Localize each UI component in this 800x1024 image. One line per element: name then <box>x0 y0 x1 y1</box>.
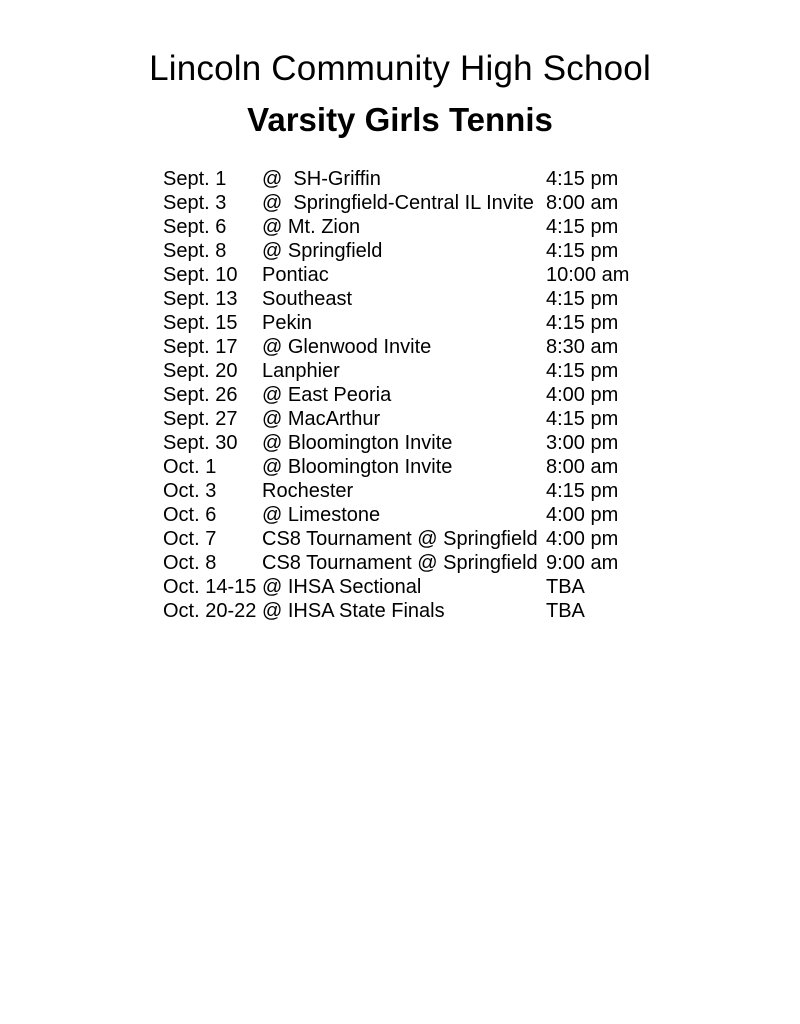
event-date: Sept. 8 <box>163 240 227 262</box>
event-date: Oct. 20-22 <box>163 600 257 622</box>
event-time: 4:15 pm <box>546 480 619 502</box>
table-row <box>163 527 629 551</box>
event-date: Sept. 10 <box>163 264 238 286</box>
event-date: Sept. 1 <box>163 168 227 190</box>
event-opponent: @ IHSA State Finals <box>262 600 445 622</box>
event-time: 10:00 am <box>546 264 630 286</box>
event-opponent: @ Limestone <box>262 504 381 526</box>
event-time: 4:15 pm <box>546 312 619 334</box>
table-row <box>163 167 629 191</box>
event-time: 4:00 pm <box>546 504 619 526</box>
table-row <box>163 263 629 287</box>
event-date: Sept. 15 <box>163 312 238 334</box>
event-date: Sept. 13 <box>163 288 238 310</box>
event-time: 4:00 pm <box>546 384 619 406</box>
table-row <box>163 479 629 503</box>
table-row <box>163 503 629 527</box>
event-opponent: @ Springfield <box>262 240 383 262</box>
event-time: 8:00 am <box>546 456 619 478</box>
event-opponent: @ Springfield-Central IL Invite <box>262 192 534 214</box>
table-row <box>163 191 629 215</box>
page-subtitle: Varsity Girls Tennis <box>247 101 553 138</box>
event-time: 4:15 pm <box>546 168 619 190</box>
event-opponent: Southeast <box>262 288 353 310</box>
event-time: 4:00 pm <box>546 528 619 550</box>
event-date: Sept. 26 <box>163 384 238 406</box>
event-date: Sept. 20 <box>163 360 238 382</box>
event-opponent: @ Glenwood Invite <box>262 336 432 358</box>
event-time: 3:00 pm <box>546 432 619 454</box>
table-row <box>163 215 629 239</box>
event-time: 4:15 pm <box>546 288 619 310</box>
event-date: Sept. 27 <box>163 408 238 430</box>
table-row <box>163 287 629 311</box>
event-time: TBA <box>546 576 585 598</box>
schedule-table <box>163 167 629 623</box>
event-time: 8:00 am <box>546 192 619 214</box>
table-row <box>163 551 629 575</box>
event-date: Oct. 8 <box>163 552 217 574</box>
table-row <box>163 311 629 335</box>
event-opponent: Rochester <box>262 480 354 502</box>
table-row <box>163 335 629 359</box>
event-opponent: @ Bloomington Invite <box>262 432 453 454</box>
event-opponent: @ East Peoria <box>262 384 392 406</box>
event-date: Oct. 7 <box>163 528 217 550</box>
table-row <box>163 455 629 479</box>
event-time: 4:15 pm <box>546 216 619 238</box>
table-row <box>163 431 629 455</box>
table-row <box>163 599 629 623</box>
event-date: Sept. 17 <box>163 336 238 358</box>
event-date: Oct. 6 <box>163 504 217 526</box>
page-title: Lincoln Community High School <box>149 49 651 88</box>
table-row <box>163 407 629 431</box>
event-opponent: Pontiac <box>262 264 329 286</box>
event-opponent: @ MacArthur <box>262 408 381 430</box>
event-date: Sept. 3 <box>163 192 227 214</box>
table-row <box>163 575 629 599</box>
event-opponent: @ Mt. Zion <box>262 216 361 238</box>
event-opponent: @ Bloomington Invite <box>262 456 453 478</box>
event-date: Sept. 30 <box>163 432 238 454</box>
event-opponent: @ IHSA Sectional <box>262 576 422 598</box>
table-row <box>163 239 629 263</box>
event-opponent: Lanphier <box>262 360 340 382</box>
event-date: Sept. 6 <box>163 216 227 238</box>
event-date: Oct. 1 <box>163 456 217 478</box>
event-date: Oct. 3 <box>163 480 217 502</box>
event-time: 4:15 pm <box>546 240 619 262</box>
event-date: Oct. 14-15 <box>163 576 257 598</box>
event-opponent: CS8 Tournament @ Springfield <box>262 528 538 550</box>
event-opponent: CS8 Tournament @ Springfield <box>262 552 538 574</box>
event-opponent: Pekin <box>262 312 313 334</box>
table-row <box>163 359 629 383</box>
event-time: 4:15 pm <box>546 360 619 382</box>
event-time: TBA <box>546 600 585 622</box>
table-row <box>163 383 629 407</box>
event-time: 9:00 am <box>546 552 619 574</box>
event-time: 4:15 pm <box>546 408 619 430</box>
event-opponent: @ SH-Griffin <box>262 168 381 190</box>
event-time: 8:30 am <box>546 336 619 358</box>
